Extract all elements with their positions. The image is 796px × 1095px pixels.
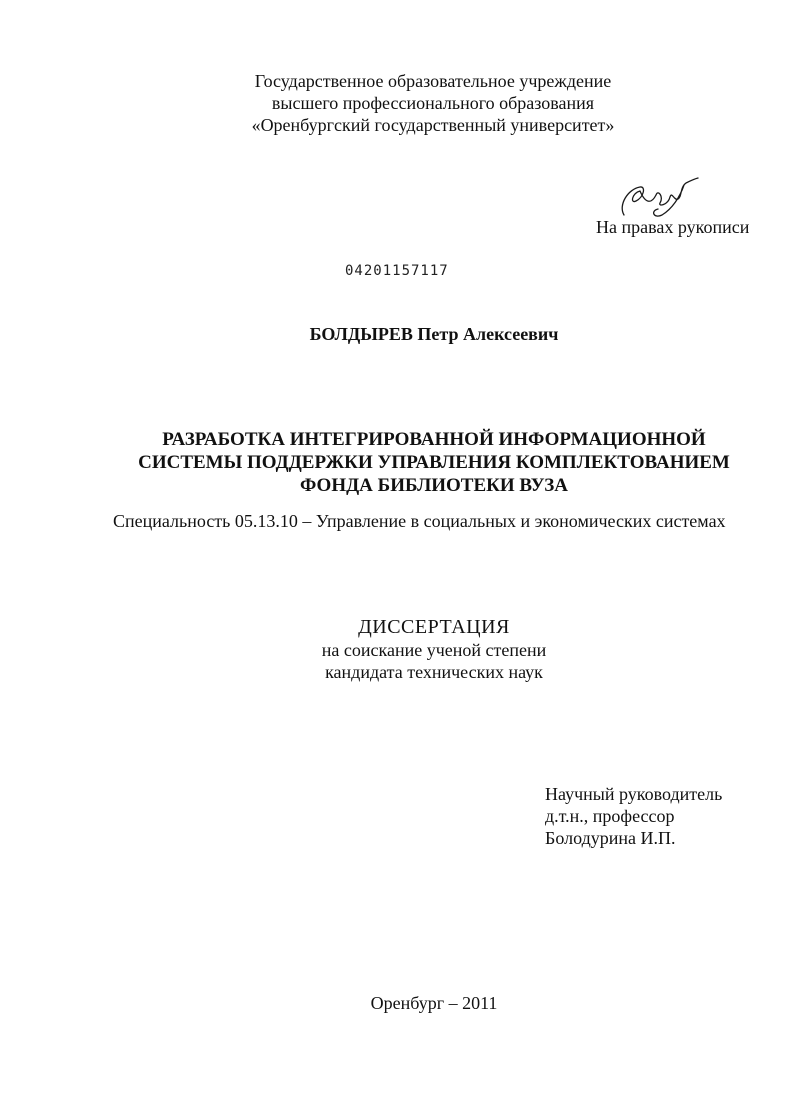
- title-line-3: ФОНДА БИБЛИОТЕКИ ВУЗА: [299, 475, 569, 496]
- degree-block: [36, 615, 796, 683]
- place-and-year: Оренбург – 2011: [370, 993, 498, 1013]
- institution-line-1: Государственное образовательное учреждение: [254, 71, 612, 91]
- title-line-1: РАЗРАБОТКА ИНТЕГРИРОВАННОЙ ИНФОРМАЦИОННОЙ: [162, 429, 706, 450]
- degree-line-1: на соискание ученой степени: [321, 640, 547, 660]
- supervisor-block: [545, 783, 722, 849]
- supervisor-name: Болодурина И.П.: [545, 828, 676, 848]
- dissertation-title: [36, 428, 796, 497]
- author-name: БОЛДЫРЕВ Петр Алексеевич: [309, 324, 559, 344]
- supervisor-role: Научный руководитель: [545, 784, 723, 804]
- title-line-2: СИСТЕМЫ ПОДДЕРЖКИ УПРАВЛЕНИЯ КОМПЛЕКТОВАНИЕМ: [138, 452, 730, 473]
- manuscript-rights-note: На правах рукописи: [596, 217, 750, 237]
- supervisor-credentials: д.т.н., профессор: [545, 806, 675, 826]
- handwritten-signature: [610, 175, 706, 223]
- institution-header: [35, 70, 796, 136]
- degree-line-2: кандидата технических наук: [325, 662, 543, 682]
- institution-line-2: высшего профессионального образования: [271, 93, 595, 113]
- document-type: ДИССЕРТАЦИЯ: [358, 616, 510, 638]
- institution-line-3: «Оренбургский государственный университет»: [251, 115, 615, 135]
- specialty-line: Специальность 05.13.10 – Управление в социальных и экономических системах: [113, 511, 726, 531]
- document-number: 04201157117: [345, 263, 449, 279]
